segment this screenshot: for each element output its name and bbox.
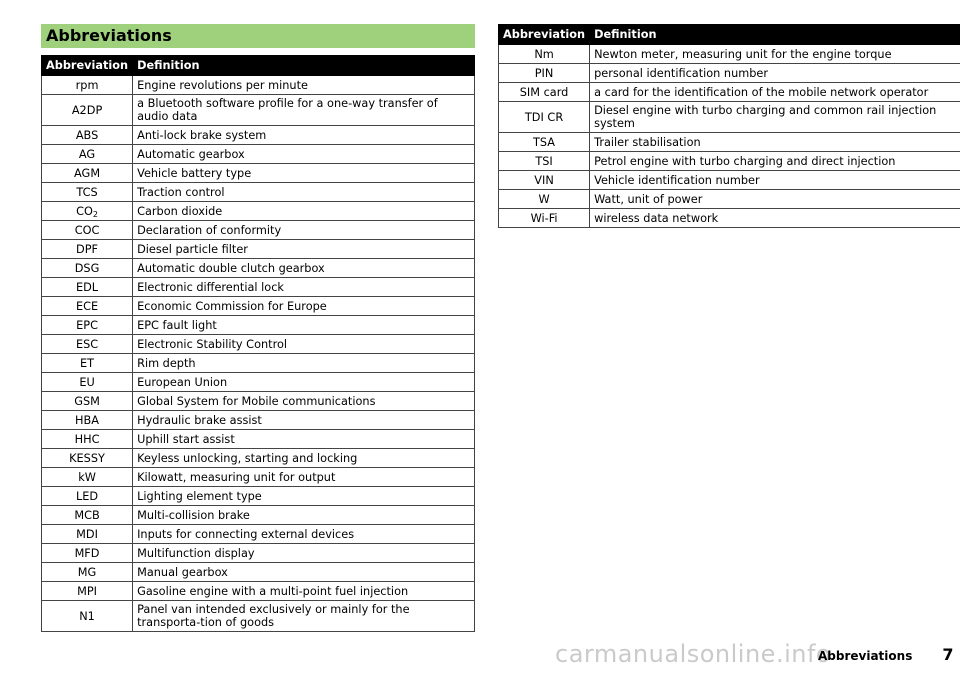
footer-section-name: Abbreviations: [818, 649, 913, 663]
table-row: [42, 183, 475, 202]
abbreviation-text: TCS: [76, 185, 98, 199]
abbreviation-text: MPI: [77, 584, 97, 598]
abbreviation-text: rpm: [75, 78, 99, 92]
abbreviation-cell: [42, 221, 133, 240]
table-row: [42, 240, 475, 259]
table-row: [42, 487, 475, 506]
table-row: [42, 563, 475, 582]
abbreviation-text: MDI: [76, 527, 98, 541]
definition-cell: Petrol engine with turbo charging and direct injection: [590, 152, 960, 171]
table-row: [42, 316, 475, 335]
abbreviation-text: KESSY: [69, 451, 105, 465]
abbreviation-cell: [499, 83, 590, 102]
header-abbreviation: Abbreviation: [499, 25, 590, 45]
table-row: [499, 190, 960, 209]
abbreviation-cell: [499, 171, 590, 190]
table-row: [42, 278, 475, 297]
abbreviation-text: ECE: [75, 299, 99, 313]
definition-cell: Trailer stabilisation: [590, 133, 960, 152]
definition-cell: Hydraulic brake assist: [133, 411, 475, 430]
abbreviation-cell: [499, 45, 590, 64]
abbreviation-text: DPF: [76, 242, 99, 256]
abbreviation-cell: [42, 487, 133, 506]
abbreviation-text: EPC: [76, 318, 98, 332]
definition-cell: Inputs for connecting external devices: [133, 525, 475, 544]
table-row: [42, 126, 475, 145]
watermark: carmanualsonline.info: [555, 640, 832, 668]
table-row: [42, 76, 475, 95]
abbreviation-text: A2DP: [71, 103, 103, 117]
definition-cell: EPC fault light: [133, 316, 475, 335]
abbreviation-text: GSM: [74, 394, 100, 408]
abbreviation-text: TSA: [533, 135, 556, 149]
header-definition: Definition: [133, 56, 475, 76]
table-row: [42, 601, 475, 632]
definition-cell: Vehicle battery type: [133, 164, 475, 183]
abbreviation-cell: [499, 209, 590, 228]
abbreviation-text: TDI CR: [524, 110, 564, 124]
abbreviations-table-right: [498, 24, 960, 228]
abbreviation-cell: [42, 316, 133, 335]
section-title: Abbreviations: [41, 24, 475, 48]
abbreviation-text: SIM card: [519, 85, 569, 99]
definition-cell: Diesel engine with turbo charging and common rail injection system: [590, 102, 960, 133]
definition-cell: Panel van intended exclusively or mainly for the transporta-tion of goods: [133, 601, 475, 632]
definition-cell: Multi-collision brake: [133, 506, 475, 525]
abbreviation-cell: [42, 297, 133, 316]
definition-cell: Electronic differential lock: [133, 278, 475, 297]
table-row: [42, 582, 475, 601]
header-abbreviation: Abbreviation: [42, 56, 133, 76]
definition-cell: Multifunction display: [133, 544, 475, 563]
table-row: [42, 297, 475, 316]
abbreviation-text: HBA: [75, 413, 100, 427]
abbreviation-subscript: 2: [92, 209, 98, 219]
abbreviation-text: AGM: [74, 166, 101, 180]
abbreviation-text: LED: [75, 489, 99, 503]
abbreviation-cell: [42, 411, 133, 430]
abbreviation-text: W: [538, 192, 550, 206]
abbreviation-cell: [42, 95, 133, 126]
definition-cell: Vehicle identification number: [590, 171, 960, 190]
abbreviation-cell: [42, 430, 133, 449]
definition-cell: personal identification number: [590, 64, 960, 83]
abbreviation-cell: [499, 102, 590, 133]
page-number: 7: [942, 645, 954, 664]
definition-cell: Gasoline engine with a multi-point fuel injection: [133, 582, 475, 601]
left-column: [41, 24, 475, 632]
definition-cell: a card for the identification of the mobile network operator: [590, 83, 960, 102]
page-footer: [818, 645, 953, 664]
table-row: [42, 506, 475, 525]
table-row: [42, 164, 475, 183]
abbreviation-cell: [499, 152, 590, 171]
table-row: [42, 259, 475, 278]
table-row: [42, 544, 475, 563]
table-row: [42, 468, 475, 487]
abbreviation-cell: [42, 449, 133, 468]
abbreviation-cell: [42, 259, 133, 278]
table-row: [499, 171, 960, 190]
abbreviation-cell: [42, 335, 133, 354]
definition-cell: Anti-lock brake system: [133, 126, 475, 145]
table-row: [42, 373, 475, 392]
table-header-row: [42, 56, 475, 76]
abbreviation-text: Wi-Fi: [530, 211, 558, 225]
abbreviation-text: EU: [79, 375, 95, 389]
definition-cell: European Union: [133, 373, 475, 392]
abbreviation-cell: [42, 183, 133, 202]
abbreviation-cell: [42, 145, 133, 164]
definition-cell: Traction control: [133, 183, 475, 202]
abbreviation-cell: [42, 202, 133, 221]
right-column: [498, 24, 960, 228]
abbreviation-text: PIN: [534, 66, 554, 80]
abbreviation-cell: [42, 76, 133, 95]
table-row: [42, 392, 475, 411]
abbreviation-text: ESC: [75, 337, 99, 351]
definition-cell: Automatic double clutch gearbox: [133, 259, 475, 278]
abbreviation-cell: [499, 133, 590, 152]
table-row: [42, 449, 475, 468]
abbreviation-cell: [42, 582, 133, 601]
abbreviation-cell: [42, 563, 133, 582]
table-row: [499, 133, 960, 152]
definition-cell: Uphill start assist: [133, 430, 475, 449]
table-body-left: [42, 76, 475, 632]
table-row: [42, 335, 475, 354]
definition-cell: Electronic Stability Control: [133, 335, 475, 354]
table-body-right: [499, 45, 960, 228]
definition-cell: Lighting element type: [133, 487, 475, 506]
table-row: [42, 411, 475, 430]
abbreviation-text: MG: [77, 565, 97, 579]
definition-cell: Manual gearbox: [133, 563, 475, 582]
table-row: [499, 45, 960, 64]
abbreviation-cell: [42, 601, 133, 632]
definition-cell: Kilowatt, measuring unit for output: [133, 468, 475, 487]
table-row: [42, 202, 475, 221]
table-row: [42, 145, 475, 164]
abbreviation-text: Nm: [534, 47, 554, 61]
table-row: [499, 83, 960, 102]
abbreviations-table-left: [41, 55, 475, 632]
definition-cell: Keyless unlocking, starting and locking: [133, 449, 475, 468]
definition-cell: wireless data network: [590, 209, 960, 228]
abbreviation-text: MFD: [74, 546, 100, 560]
abbreviation-text: TSI: [535, 154, 553, 168]
table-row: [499, 64, 960, 83]
abbreviation-text: kW: [78, 470, 96, 484]
table-header-row: [499, 25, 960, 45]
definition-cell: Watt, unit of power: [590, 190, 960, 209]
abbreviation-cell: [42, 126, 133, 145]
abbreviation-cell: [42, 373, 133, 392]
definition-cell: Carbon dioxide: [133, 202, 475, 221]
table-row: [499, 209, 960, 228]
definition-cell: Newton meter, measuring unit for the engine torque: [590, 45, 960, 64]
abbreviation-text: AG: [78, 147, 96, 161]
abbreviation-cell: [42, 354, 133, 373]
table-row: [42, 221, 475, 240]
table-row: [42, 354, 475, 373]
abbreviation-text: ET: [80, 356, 95, 370]
abbreviation-cell: [42, 468, 133, 487]
header-definition: Definition: [590, 25, 960, 45]
definition-cell: Economic Commission for Europe: [133, 297, 475, 316]
abbreviation-text: VIN: [534, 173, 554, 187]
definition-cell: Declaration of conformity: [133, 221, 475, 240]
abbreviation-text: COC: [74, 223, 100, 237]
abbreviation-text: HHC: [74, 432, 100, 446]
table-row: [499, 152, 960, 171]
abbreviation-cell: [499, 190, 590, 209]
definition-cell: Global System for Mobile communications: [133, 392, 475, 411]
abbreviation-cell: [42, 506, 133, 525]
definition-cell: Engine revolutions per minute: [133, 76, 475, 95]
abbreviation-cell: [42, 525, 133, 544]
table-row: [499, 102, 960, 133]
abbreviation-cell: [42, 164, 133, 183]
abbreviation-text: CO: [76, 204, 93, 218]
table-row: [42, 430, 475, 449]
table-row: [42, 95, 475, 126]
abbreviation-cell: [42, 392, 133, 411]
abbreviation-cell: [42, 544, 133, 563]
abbreviation-text: MCB: [74, 508, 100, 522]
abbreviation-text: ABS: [75, 128, 99, 142]
abbreviation-text: DSG: [74, 261, 100, 275]
abbreviation-cell: [499, 64, 590, 83]
definition-cell: Diesel particle filter: [133, 240, 475, 259]
definition-cell: a Bluetooth software profile for a one-way transfer of audio data: [133, 95, 475, 126]
abbreviation-cell: [42, 240, 133, 259]
abbreviation-text: EDL: [75, 280, 99, 294]
abbreviation-cell: [42, 278, 133, 297]
table-row: [42, 525, 475, 544]
definition-cell: Rim depth: [133, 354, 475, 373]
definition-cell: Automatic gearbox: [133, 145, 475, 164]
abbreviation-text: N1: [79, 609, 95, 623]
